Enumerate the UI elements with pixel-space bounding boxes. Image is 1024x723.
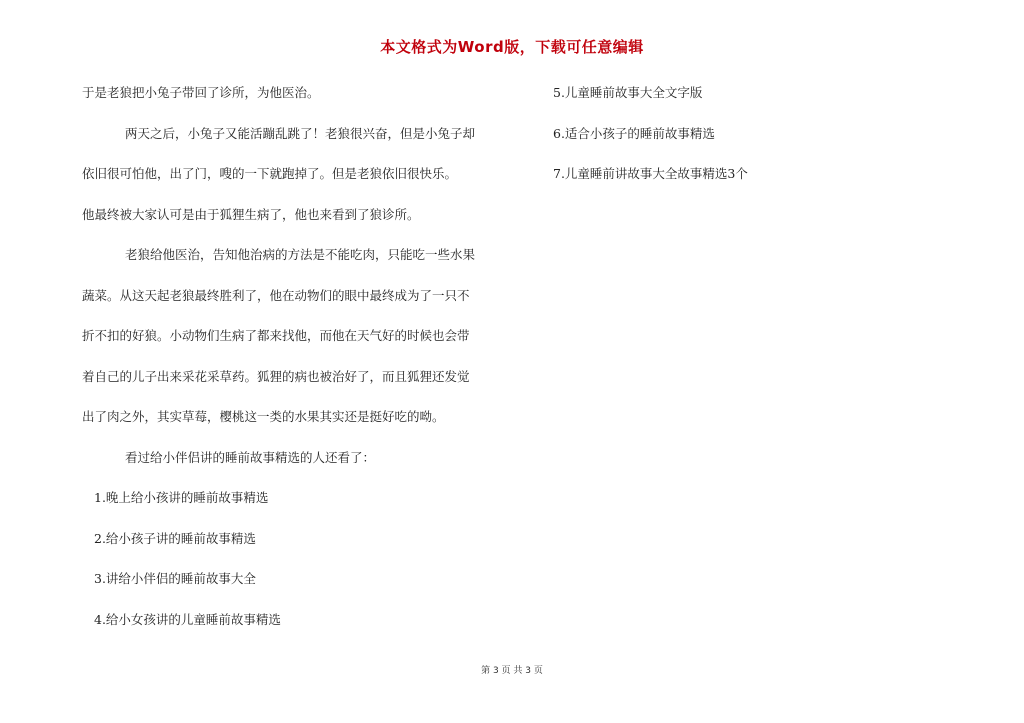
paragraph-line: 他最终被大家认可是由于狐狸生病了，他也来看到了狼诊所。: [82, 206, 420, 222]
document-header-title: 本文格式为Word版，下载可任意编辑: [380, 38, 644, 56]
related-article-link[interactable]: 3.讲给小伴侣的睡前故事大全: [94, 571, 256, 586]
left-column: [82, 82, 504, 649]
related-article-link[interactable]: 4.给小女孩讲的儿童睡前故事精选: [94, 611, 281, 627]
page-number-footer: 第 3 页 共 3 页: [481, 666, 543, 676]
related-reading-heading: 看过给小伴侣讲的睡前故事精选的人还看了：: [125, 449, 376, 465]
right-column: [553, 82, 953, 204]
related-article-link[interactable]: 7.儿童睡前讲故事大全故事精选3个: [553, 166, 748, 181]
related-article-link[interactable]: 1.晚上给小孩讲的睡前故事精选: [94, 490, 269, 505]
paragraph-line: 老狼给他医治，告知他治病的方法是不能吃肉，只能吃一些水果: [125, 247, 476, 262]
related-article-link[interactable]: 6.适合小孩子的睡前故事精选: [553, 125, 715, 141]
paragraph-line: 出了肉之外，其实草莓，樱桃这一类的水果其实还是挺好吃的呦。: [82, 409, 445, 424]
paragraph-line: 折不扣的好狼。小动物们生病了都来找他，而他在天气好的时候也会带: [82, 328, 470, 343]
related-article-link[interactable]: 5.儿童睡前故事大全文字版: [553, 85, 703, 100]
related-article-link[interactable]: 2.给小孩子讲的睡前故事精选: [94, 530, 256, 546]
paragraph-line: 蔬菜。从这天起老狼最终胜利了，他在动物们的眼中最终成为了一只不: [82, 287, 470, 303]
paragraph-line: 着自己的儿子出来采花采草药。狐狸的病也被治好了，而且狐狸还发觉: [82, 368, 470, 384]
paragraph-line: 两天之后，小兔子又能活蹦乱跳了！老狼很兴奋，但是小兔子却: [125, 125, 476, 141]
paragraph-line: 依旧很可怕他，出了门，嗖的一下就跑掉了。但是老狼依旧很快乐。: [82, 166, 458, 181]
paragraph-line: 于是老狼把小兔子带回了诊所，为他医治。: [82, 85, 320, 100]
